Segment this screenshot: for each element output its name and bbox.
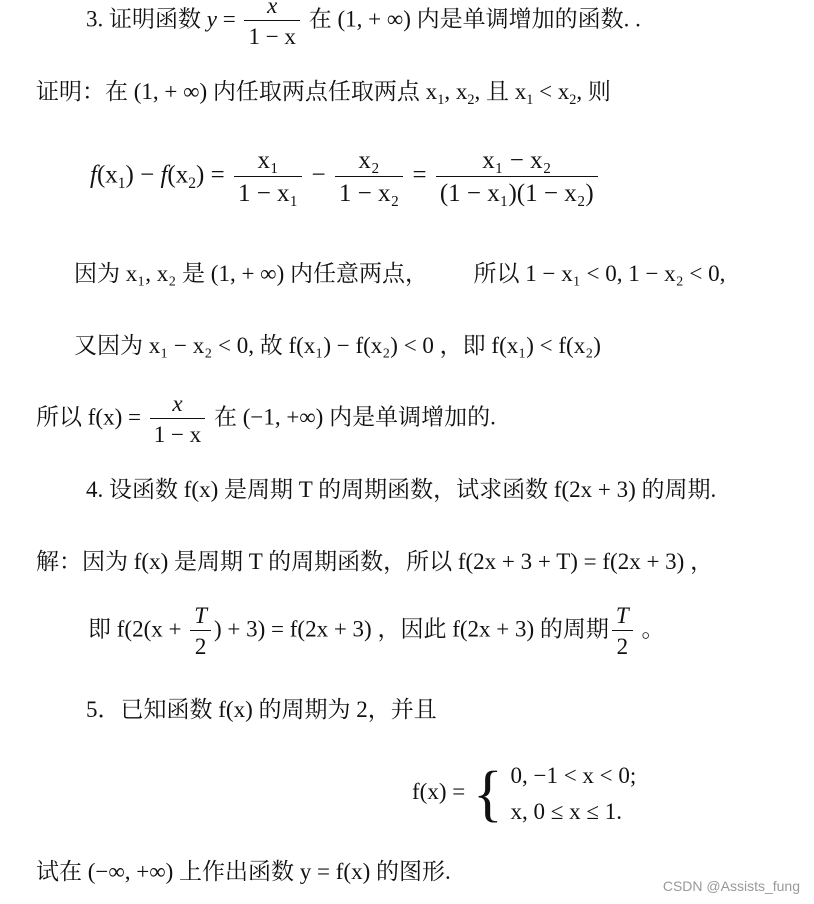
conclusion-text-a: 所以 f(x) = bbox=[36, 404, 147, 430]
solution-line-2 bbox=[88, 604, 664, 658]
eq-minus: − bbox=[305, 161, 332, 189]
difference-equation bbox=[90, 148, 601, 206]
eq-frac-2-den: 1 − x₂ bbox=[335, 176, 403, 206]
eq-frac-1-num: x₁ bbox=[257, 147, 279, 174]
proof-sub-2: 2 bbox=[467, 91, 475, 108]
proof-text-a: 证明：在 (1, + ∞) 内任取两点任取两点 x bbox=[36, 79, 438, 104]
conclusion-frac-den: 1 − x bbox=[150, 418, 205, 446]
conclusion-line bbox=[36, 392, 496, 446]
solution2-text-a: 即 f(2(x + bbox=[88, 616, 188, 642]
eq-s1: 1 bbox=[117, 175, 126, 193]
solution-text: 解：因为 f(x) 是周期 T 的周期函数，所以 f(2x + 3 + T) = f(2x + 3) ， bbox=[36, 549, 714, 574]
because-line bbox=[74, 262, 725, 285]
proof-sub-4: 2 bbox=[569, 91, 577, 108]
eq-frac-3-num: x₁ − x₂ bbox=[482, 147, 552, 174]
try-line bbox=[36, 860, 451, 883]
proof-line bbox=[36, 80, 611, 107]
also-line bbox=[74, 334, 601, 357]
q3-text-a: 证明函数 bbox=[109, 6, 201, 32]
piecewise-brace: { bbox=[472, 759, 503, 828]
q3-frac-den: 1 − x bbox=[244, 20, 299, 48]
conclusion-fraction bbox=[150, 392, 205, 446]
proof-text-e: , 则 bbox=[576, 79, 611, 104]
eq-frac-3-den: (1 − x₁)(1 − x₂) bbox=[436, 176, 598, 206]
piecewise-cases bbox=[510, 758, 636, 829]
solution-line bbox=[36, 550, 713, 573]
solution2-frac2-den: 2 bbox=[612, 630, 633, 658]
q5-line bbox=[86, 698, 437, 721]
piecewise-case-2: x, 0 ≤ x ≤ 1. bbox=[510, 798, 622, 824]
piecewise-function bbox=[412, 758, 636, 829]
q5-text: 5．已知函数 f(x) 的周期为 2，并且 bbox=[86, 697, 437, 722]
solution2-text-c: 。 bbox=[635, 616, 665, 642]
q3-y: y bbox=[206, 6, 217, 32]
q3-line bbox=[86, 0, 641, 48]
q4-line bbox=[86, 478, 716, 501]
solution2-frac1-num: T bbox=[194, 603, 207, 628]
solution2-frac2-num: T bbox=[615, 603, 629, 628]
because-text-a: 因为 x₁, x₂ 是 (1, + ∞) 内任意两点， bbox=[74, 261, 428, 286]
eq-p2: ) − bbox=[125, 161, 161, 189]
eq-equals: = bbox=[406, 161, 433, 189]
try-text: 试在 (−∞, +∞) 上作出函数 y = f(x) 的图形. bbox=[36, 859, 451, 884]
proof-sub-3: 1 bbox=[526, 91, 534, 108]
eq-f1: f bbox=[90, 161, 97, 189]
eq-s2: 2 bbox=[188, 175, 196, 193]
q3-number: 3. bbox=[86, 6, 104, 32]
eq-frac-1 bbox=[234, 148, 302, 206]
conclusion-text-b: 在 (−1, +∞) 内是单调增加的. bbox=[213, 404, 496, 430]
q3-eq: = bbox=[216, 6, 242, 32]
eq-p4: ) = bbox=[196, 161, 231, 189]
proof-text-c: , 且 x bbox=[474, 79, 527, 104]
solution2-fraction-1 bbox=[190, 604, 211, 658]
eq-frac-2-num: x₂ bbox=[358, 147, 380, 174]
solution2-text-b: ) + 3) = f(2x + 3) ，因此 f(2x + 3) 的周期 bbox=[214, 616, 609, 642]
solution2-frac1-den: 2 bbox=[190, 630, 211, 658]
proof-text-d: < x bbox=[533, 79, 570, 104]
also-text: 又因为 x₁ − x₂ < 0, 故 f(x₁) − f(x₂) < 0 ，即 f(x₁) < f(x₂) bbox=[74, 333, 601, 358]
proof-sub-1: 1 bbox=[437, 91, 445, 108]
q4-text: 4. 设函数 f(x) 是周期 T 的周期函数，试求函数 f(2x + 3) 的周期. bbox=[86, 477, 717, 502]
eq-p3: (x bbox=[167, 161, 189, 189]
piecewise-lhs: f(x) = bbox=[412, 778, 466, 804]
eq-p1: (x bbox=[96, 161, 118, 189]
eq-frac-1-den: 1 − x₁ bbox=[234, 176, 302, 206]
because-text-b: 所以 1 − x₁ < 0, 1 − x₂ < 0, bbox=[473, 261, 726, 286]
eq-frac-2 bbox=[335, 148, 403, 206]
conclusion-frac-num: x bbox=[172, 391, 183, 416]
q3-text-b: 在 (1, + ∞) 内是单调增加的函数. . bbox=[308, 6, 641, 32]
eq-frac-3 bbox=[436, 148, 598, 206]
proof-text-b: , x bbox=[444, 79, 468, 104]
q3-fraction bbox=[244, 0, 299, 48]
eq-f2: f bbox=[160, 161, 168, 189]
q3-frac-num: x bbox=[267, 0, 278, 18]
solution2-fraction-2 bbox=[612, 604, 633, 658]
watermark: CSDN @Assists_fung bbox=[662, 878, 800, 894]
piecewise-case-1: 0, −1 < x < 0; bbox=[510, 763, 637, 788]
